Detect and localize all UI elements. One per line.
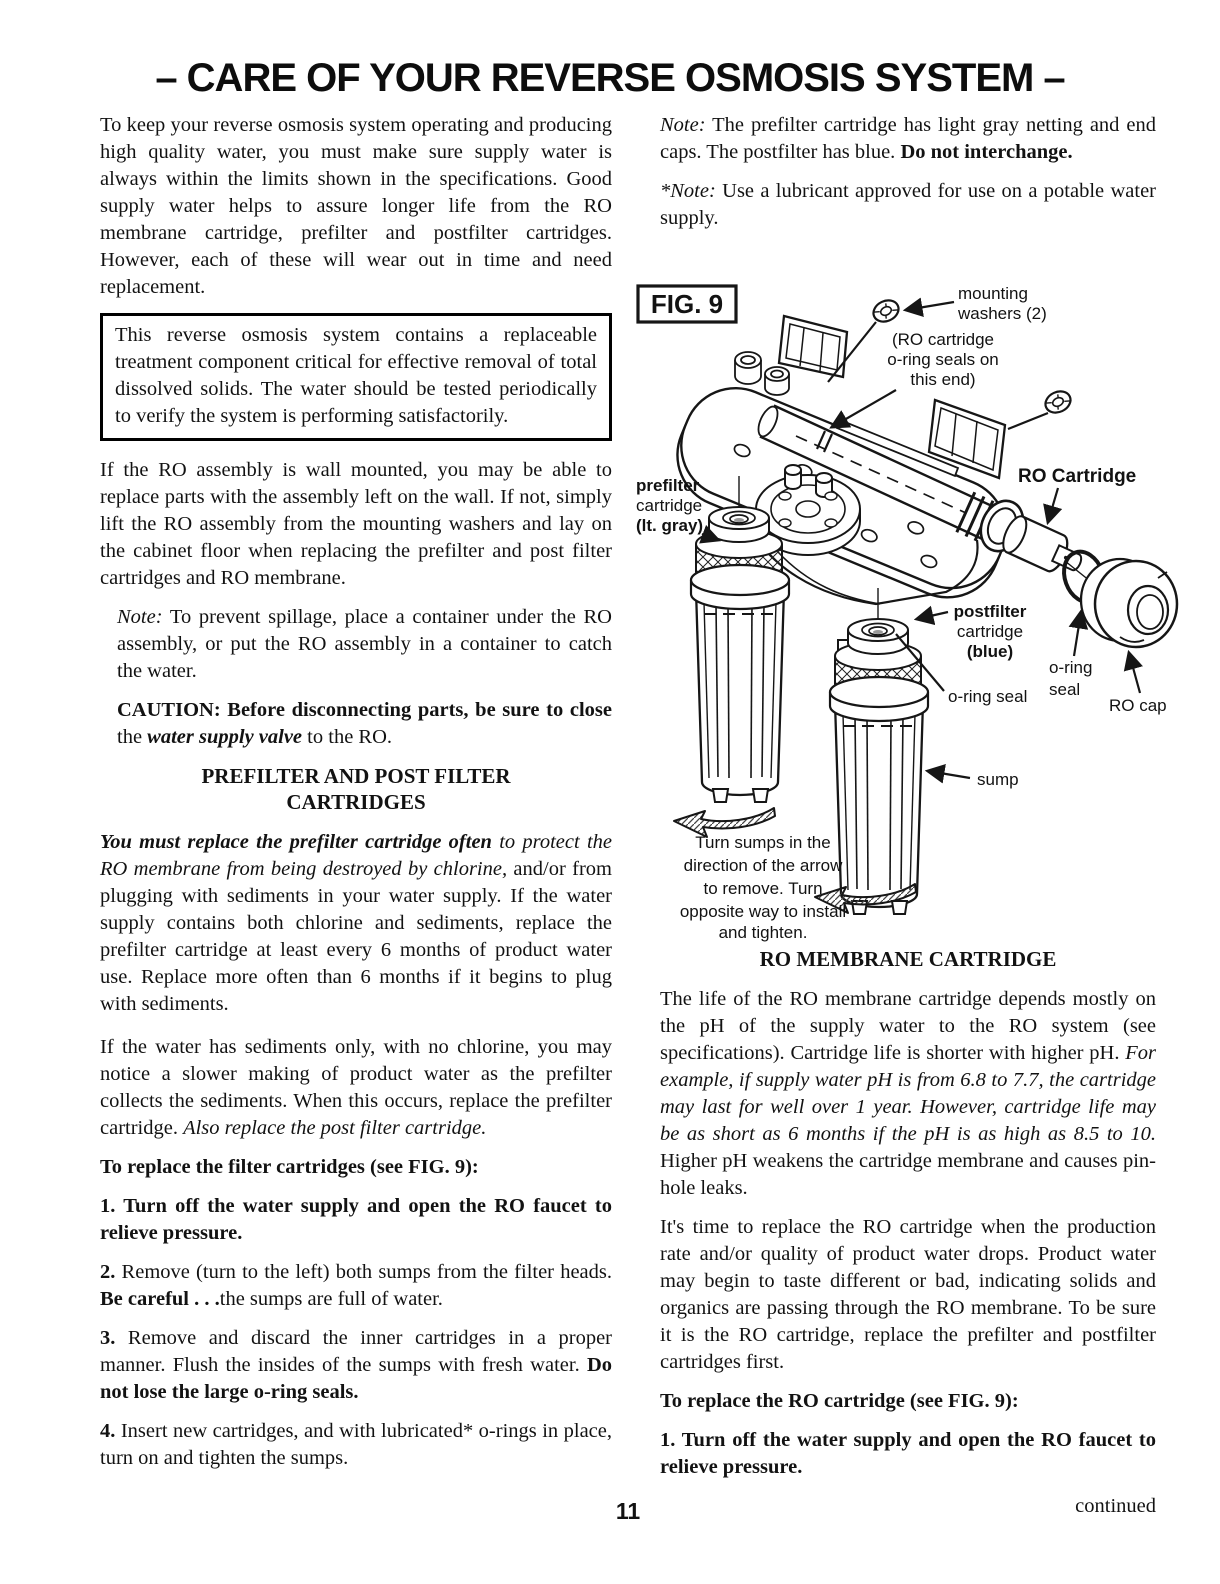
steps-intro-filters: To replace the filter cartridges (see FIG. 9): [100,1156,479,1178]
callout-postfilter: postfilter [953,602,1027,621]
svg-text:washers (2): washers (2) [958,304,1047,323]
section-heading-prefilter: PREFILTER AND POST FILTER CARTRIDGES [201,764,511,814]
paragraph-wall-mount: If the RO assembly is wall mounted, you may be able to replace parts with the assembly left on the wall. If not, simply lift the RO assembly from the mounting washers and lay on the cabinet floor when replacing the prefilter and post filter cartridges and RO membrane. [100,459,612,589]
turn-instructions: Turn sumps in the [695,833,831,852]
ro-cartridge-part [999,513,1088,582]
step-3: 3. Remove and discard the inner cartridges in a proper manner. Flush the insides of the sumps with fresh water. Do not lose the large o-ring seals. [100,1327,612,1403]
callout-prefilter: prefilter [636,476,700,495]
step-2: 2. Remove (turn to the left) both sumps from the filter heads. Be careful . . .the sumps are full of water. [100,1261,612,1310]
svg-text:o-ring seals on: o-ring seals on [887,350,999,369]
callout-oring-note: (RO cartridge [891,330,995,349]
washer-icon [1042,387,1074,416]
ro-assembly-diagram [628,272,1180,948]
paragraph-replace-often: You must replace the prefilter cartridge often to protect the RO membrane from being destroyed by chlorine, and/or from plugging with sediments in your water supply. If the water supply contains both chlorine and sediments, replace the prefilter cartridge at least every 6 months of product water use. Replace more often than 6 months if it begins to plug with sediments. [100,831,612,1015]
right-column-top [660,112,1156,244]
note-spillage: Note: To prevent spillage, place a container under the RO assembly, or put the RO assembly in a container to catch the water. [117,606,612,682]
svg-text:direction of the arrow: direction of the arrow [683,856,843,875]
page-number: 11 [615,1498,641,1524]
svg-text:this end): this end) [910,370,976,389]
step-1-ro: 1. Turn off the water supply and open the RO faucet to relieve pressure. [660,1429,1156,1478]
washer-icon [870,296,902,325]
svg-text:seal: seal [1049,680,1081,699]
callout-oring-seal-2: o-ring [1049,658,1093,677]
svg-text:cartridge: cartridge [956,622,1024,641]
right-column-bottom [660,940,1156,1532]
callout-ro-cap: RO cap [1109,696,1167,715]
figure-9 [628,272,1180,948]
svg-text:and tighten.: and tighten. [718,923,808,942]
svg-text:(blue): (blue) [966,642,1014,661]
left-column [100,112,612,1484]
step-4: 4. Insert new cartridges, and with lubricated* o-rings in place, turn on and tighten the sumps. [100,1420,612,1469]
svg-text:(lt. gray): (lt. gray) [636,516,704,535]
svg-text:cartridge: cartridge [636,496,703,515]
ro-cap-part [1081,559,1177,647]
svg-text:opposite way to install: opposite way to install [679,902,847,921]
note-lubricant: *Note: Use a lubricant approved for use on a potable water supply. [660,180,1156,229]
notice-text: This reverse osmosis system contains a replaceable treatment component critical for effective removal of total dissolved solids. The water should be tested periodically to verify the system is performing satisfactorily. [115,324,597,427]
page-title: – CARE OF YOUR REVERSE OSMOSIS SYSTEM – [155,56,1065,100]
postfilter-assembly [830,588,928,914]
figure-label: FIG. 9 [650,289,724,319]
section-heading-ro-membrane: RO MEMBRANE CARTRIDGE [759,947,1057,971]
svg-text:to remove. Turn: to remove. Turn [703,879,823,898]
caution-text: CAUTION: Before disconnecting parts, be sure to close the water supply valve to the RO. [117,699,612,748]
callout-sump: sump [977,770,1019,789]
notice-box [100,313,612,441]
paragraph-ph: The life of the RO membrane cartridge depends mostly on the pH of the supply water to the RO system (see specifications). Cartridge life is shorter with higher pH. For example, if supply water pH is from 6.8 to 7.7, the cartridge may last for well over 1 year. However, cartridge life may be as short as 6 months if the pH is as high as 8.5 to 10. Higher pH weakens the cartridge membrane and causes pin-hole leaks. [660,988,1156,1199]
paragraph-sediments: If the water has sediments only, with no chlorine, you may notice a slower making of product water as the prefilter collects the sediments. When this occurs, replace the prefilter cartridge. Also replace the post filter cartridge. [100,1036,612,1139]
note-netting: Note: The prefilter cartridge has light gray netting and end caps. The postfilter has blue. Do not interchange. [660,114,1156,163]
mounting-bracket-left [779,316,847,377]
callout-mounting-washers: mounting [958,284,1028,303]
paragraph-intro: To keep your reverse osmosis system operating and producing high quality water, you must make sure supply water is always within the limits shown in the specifications. Good supply water helps to assure longer life from the RO membrane cartridge, prefilter and postfilter cartridges. However, each of these will wear out in time and need replacement. [100,114,612,298]
step-1: 1. Turn off the water supply and open the RO faucet to relieve pressure. [100,1195,612,1244]
steps-intro-ro: To replace the RO cartridge (see FIG. 9): [660,1390,1019,1412]
continued-label: continued [1075,1495,1156,1517]
callout-ro-cartridge: RO Cartridge [1018,466,1137,487]
paragraph-replace-time: It's time to replace the RO cartridge when the production rate and/or quality of product water drops. Product water may begin to taste different or bad, indicating solids and organics are passing through the RO membrane. To be sure it is the RO cartridge, replace the prefilter and postfilter cartridges first. [660,1216,1156,1373]
callout-oring-seal: o-ring seal [948,687,1028,706]
